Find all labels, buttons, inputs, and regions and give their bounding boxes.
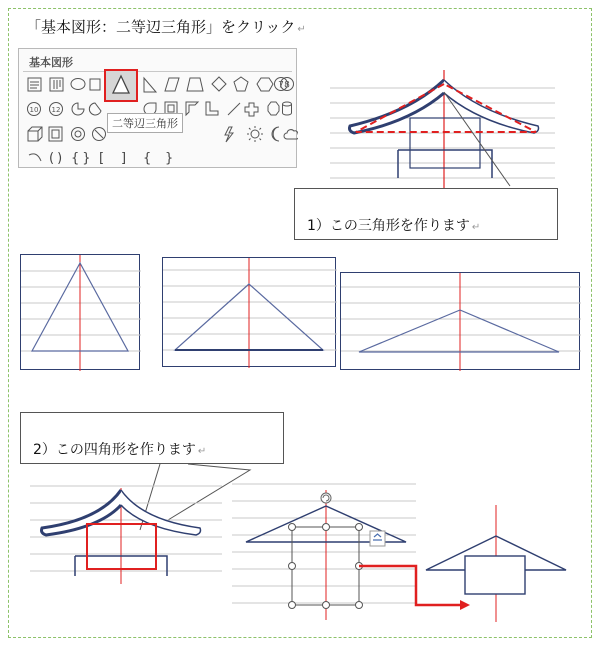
shape-tooltip: 二等辺三角形 [107,113,183,133]
double-brace-icon[interactable]: { } [71,151,91,166]
right-brace-icon[interactable]: } [165,151,174,166]
instruction-heading: 「基本図形：二等辺三角形」をクリック ↵ [26,18,306,36]
svg-text:10: 10 [29,106,39,114]
left-bracket-icon[interactable]: [ [99,151,105,166]
right-bracket-icon[interactable]: ] [121,151,127,166]
roof-with-selected-rectangle [232,484,470,620]
palette-title: 基本図形 [29,56,73,69]
step1-callout: 1）この三角形を作ります ↵ [294,188,558,240]
step2-callout: 2）この四角形を作ります ↵ [20,412,284,464]
rotate-handle-icon[interactable] [321,493,331,503]
left-brace-icon[interactable]: { [143,151,152,166]
double-bracket-icon[interactable]: ( ) [49,151,63,166]
svg-text:12: 12 [51,106,61,114]
roof-with-wall-box [30,486,222,584]
svg-text:8: 8 [284,80,290,91]
svg-text:7: 7 [278,80,284,91]
layout-options-icon[interactable] [370,531,385,546]
